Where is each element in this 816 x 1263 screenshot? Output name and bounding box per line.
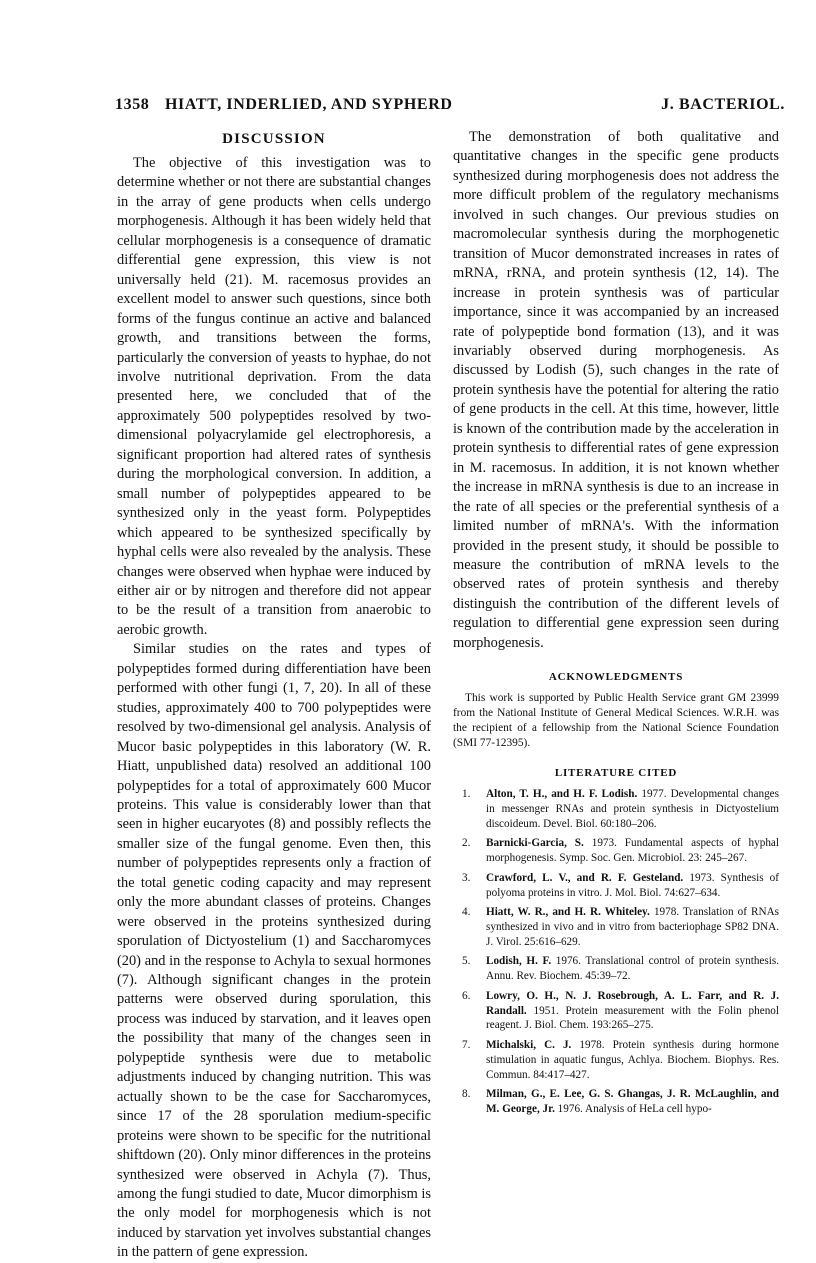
reference-text: 1951. Protein measurement with the Folin phenol reagent. J. Biol. Chem. 193:265–275. — [486, 1004, 780, 1032]
reference-authors: Milman, G., E. Lee, G. S. Ghangas, J. R. McLaughlin, and M. George, Jr. — [486, 1088, 779, 1115]
reference-authors: Lowry, O. H., N. J. Rosebrough, A. L. Farr, and R. J. Randall. — [486, 989, 779, 1017]
reference-number: 3. — [462, 871, 471, 884]
reference-text: 1977. Developmental changes in messenger RNAs and protein synthesis in Dictyostelium discoideum. Devel. Biol. 60:180–206. — [486, 788, 780, 831]
reference-text: 1976. Translational control of protein synthesis. Annu. Rev. Biochem. 45:39–72. — [486, 955, 779, 983]
literature-heading: LITERATURE CITED — [554, 767, 678, 780]
reference-item — [453, 905, 779, 950]
reference-item — [453, 954, 779, 984]
reference-text: 1973. Fundamental aspects of hyphal morphogenesis. Symp. Soc. Gen. Microbiol. 23: 245–267. — [486, 837, 779, 865]
reference-authors: Lodish, H. F. — [486, 955, 552, 968]
running-authors: HIATT, INDERLIED, AND SYPHERD — [165, 96, 453, 113]
reference-text: 1973. Synthesis of polyoma proteins in vitro. J. Mol. Biol. 74:627–634. — [486, 871, 779, 899]
reference-number: 2. — [462, 837, 471, 850]
reference-authors: Barnicki-Garcia, S. — [486, 837, 584, 850]
reference-number: 1. — [462, 788, 471, 801]
reference-number: 6. — [462, 989, 471, 1002]
reference-number: 4. — [462, 906, 471, 919]
left-column — [117, 128, 431, 1263]
reference-item — [453, 836, 779, 866]
discussion-paragraph-1: The objective of this investigation was to determine whether or not there are substantial changes in the array of gene products when cells undergo morphogenesis. Although it has been widely held that cellular morphogenesis is a consequence of dramatic differential gene expression, this view is not universally held (21). M. racemosus provides an excellent model to answer such questions, since both forms of the fungus continue an active and balanced growth, and transitions between the forms, particularly the conversion of yeasts to hyphae, do not involve nutritional deprivation. From the data presented here, we concluded that of the approximately 500 polypeptides resolved by two-dimensional polyacrylamide gel electrophoresis, a significant proportion had altered rates of synthesis during the morphological conversion. In addition, a small number of polypeptides appeared to be synthesized only in the yeast form. Polypeptides which appeared to be synthesized specifically by hyphal cells were also revealed by the analysis. These changes were observed when hyphae were induced by either air or by nitrogen and therefore did not appear to be the result of a transition from anaerobic to aerobic growth. — [117, 155, 431, 638]
discussion-paragraph-2: Similar studies on the rates and types of polypeptides formed during differentiation have been performed with other fungi (1, 7, 20). In all of these studies, approximately 400 to 700 polypeptides were resolved by two-dimensional gel analysis. Analysis of Mucor basic polypeptides in this laboratory (W. R. Hiatt, unpublished data) resolved an additional 100 polypeptides for a total of approximately 600 Mucor proteins. This value is considerably lower than that seen in higher eucaryotes (8) and possibly reflects the smaller size of the fungal genome. Even then, this number of polypeptides represents only a fraction of the total genetic coding capacity and may represent only the more abundant classes of proteins. Changes were observed in the proteins synthesized during sporulation of Dictyostelium (1) and Saccharomyces (20) and in the response to Achyla to sexual hormones (7). Although significant changes in the protein patterns were observed during sporulation, this process was induced by starvation, and it leaves open the possibility that many of the changes seen in polypeptide synthesis were due to metabolic adjustments induced by changing nutrition. This was actually shown to be the case for Saccharomyces, since 17 of the 28 sporulation medium-specific proteins were shown to be specific for the nutritional shiftdown (20). Only minor differences in the proteins synthesized were observed in Achyla (7). Thus, among the fungi studied to date, Mucor dimorphism is the only model for morphogenesis which is not induced by starvation yet involves substantial changes in the pattern of gene expression. — [117, 641, 431, 1261]
page-number: 1358 — [115, 96, 150, 113]
reference-authors: Alton, T. H., and H. F. Lodish. — [486, 788, 638, 801]
right-column — [453, 128, 779, 1121]
running-head — [115, 96, 785, 118]
reference-number: 5. — [462, 955, 471, 968]
reference-authors: Crawford, L. V., and R. F. Gesteland. — [486, 871, 684, 884]
reference-number: 7. — [462, 1038, 471, 1051]
reference-text: 1978. Protein synthesis during hormone stimulation in aquatic fungus, Achlya. Biochem. Biophys. Res. Commun. 84:417–427. — [486, 1038, 779, 1081]
acknowledgments-text: This work is supported by Public Health Service grant GM 23999 from the National Institute of General Medical Sciences. W.R.H. was the recipient of a fellowship from the National Science Foundation (SMI 77-12395). — [453, 692, 779, 750]
reference-list — [453, 787, 779, 1117]
reference-item — [453, 1087, 779, 1117]
discussion-heading: DISCUSSION — [222, 131, 326, 147]
reference-item — [453, 871, 779, 901]
reference-authors: Michalski, C. J. — [486, 1038, 572, 1051]
reference-item — [453, 989, 779, 1034]
reference-authors: Hiatt, W. R., and H. R. Whiteley. — [486, 906, 650, 919]
journal-name: J. BACTERIOL. — [661, 96, 785, 113]
discussion-paragraph-3: The demonstration of both qualitative and quantitative changes in the specific gene products synthesized during morphogenesis does not address the more difficult problem of the regulatory mechanisms involved in such changes. Our previous studies on macromolecular synthesis during the morphogenetic transition of Mucor demonstrated increases in rates of mRNA, rRNA, and protein synthesis (12, 14). The increase in protein synthesis was of particular importance, since it was accompanied by an increased rate of polypeptide bond formation (13), and it was invariably observed during morphogenesis. As discussed by Lodish (5), such changes in the rate of protein synthesis have the potential for altering the ratio of gene products in the cell. At this time, however, little is known of the contribution made by the acceleration in protein synthesis to differential rates of gene expression in M. racemosus. In addition, it is not known whether the increase in mRNA synthesis is due to an increase in the rate of all species or the preferential synthesis of a limited number of mRNA's. With the information provided in the present study, it should be possible to measure the contribution of mRNA levels to the observed rates of protein synthesis and thereby distinguish the contribution of the different levels of regulation to differential gene expression seen during morphogenesis. — [453, 129, 779, 651]
acknowledgments-heading: ACKNOWLEDGMENTS — [548, 671, 684, 684]
reference-item — [453, 787, 779, 832]
reference-text: 1976. Analysis of HeLa cell hypo- — [557, 1102, 712, 1115]
reference-number: 8. — [462, 1088, 471, 1101]
reference-item — [453, 1038, 779, 1083]
reference-text: 1978. Translation of RNAs synthesized in vivo and in vitro from bacteriophage SP82 DNA. J. Virol. 25:616–629. — [486, 906, 780, 948]
